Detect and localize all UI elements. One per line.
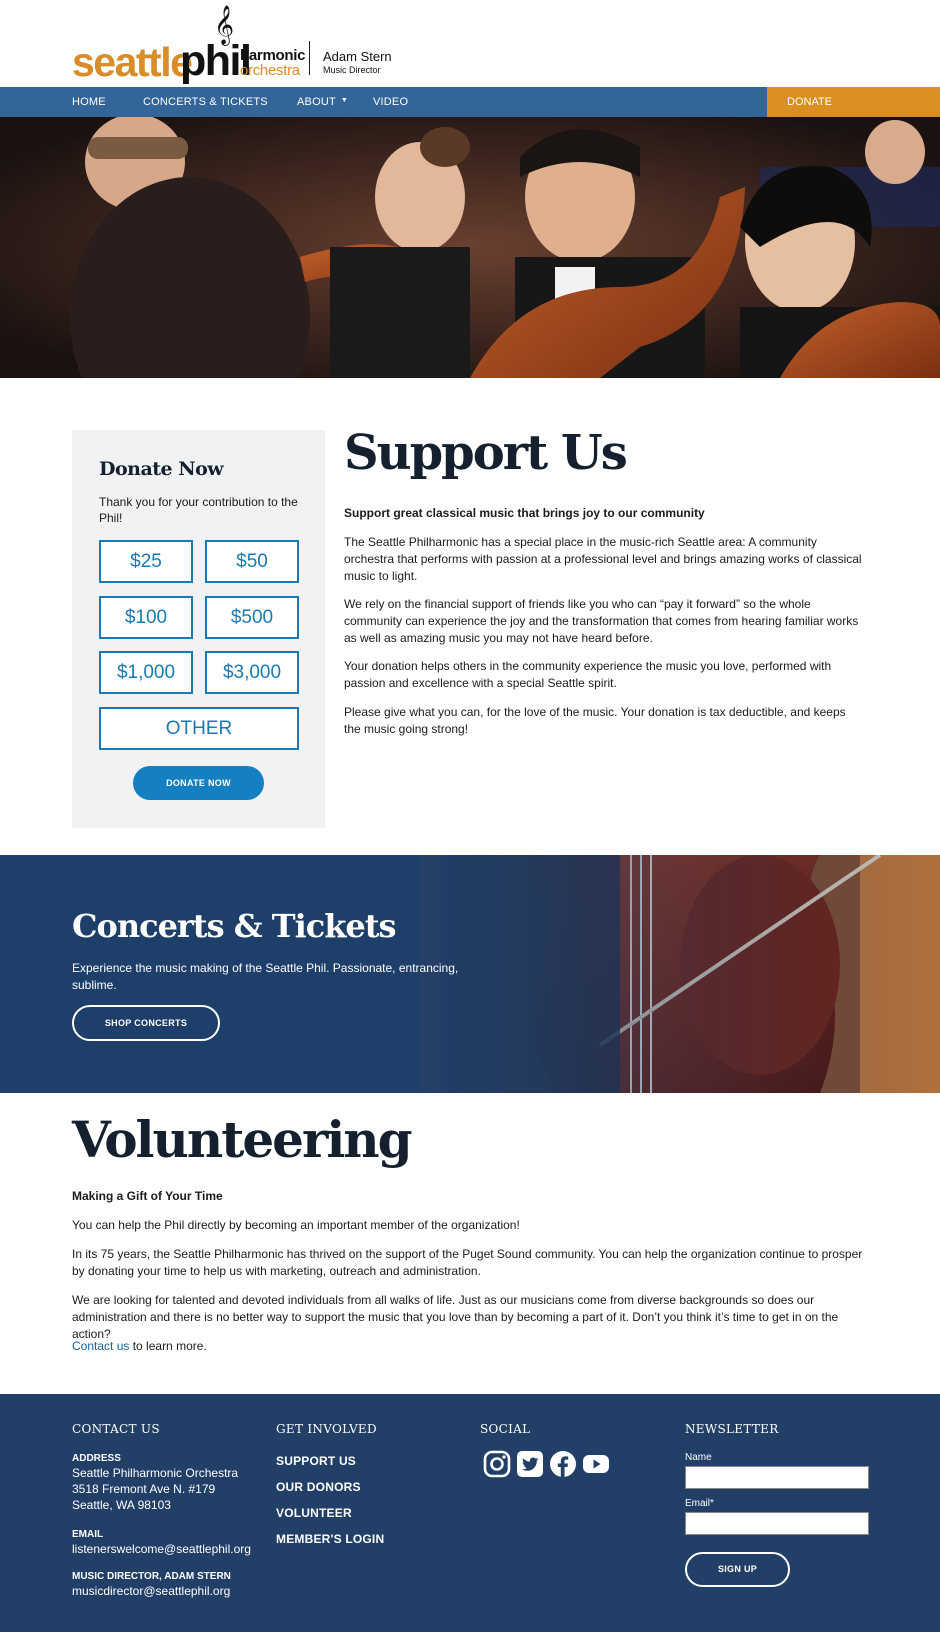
footer-link-members-login[interactable]: MEMBER'S LOGIN <box>276 1532 385 1546</box>
support-paragraph: The Seattle Philharmonic has a special place in the music-rich Seattle area: A community orchestra that performs with passion at a professional level and brings amazing works of classical music to light. <box>344 535 862 583</box>
nav-label: ABOUT <box>297 96 336 108</box>
amount-button-1000[interactable]: $1,000 <box>99 651 193 694</box>
main-nav <box>0 87 940 117</box>
concerts-title: Concerts & Tickets <box>72 907 396 945</box>
youtube-icon[interactable] <box>582 1450 610 1478</box>
nav-donate-button[interactable]: DONATE <box>767 87 940 117</box>
orchestra-photo-illustration <box>0 117 940 378</box>
footer-newsletter-heading: NEWSLETTER <box>685 1422 779 1436</box>
address-label: ADDRESS <box>72 1453 121 1464</box>
footer-contact-heading: CONTACT US <box>72 1422 160 1436</box>
twitter-icon[interactable] <box>516 1450 544 1478</box>
address-line: Seattle Philharmonic Orchestra <box>72 1466 239 1480</box>
amount-button-25[interactable]: $25 <box>99 540 193 583</box>
music-director-label: MUSIC DIRECTOR, ADAM STERN <box>72 1571 231 1582</box>
donate-title: Donate Now <box>99 458 224 480</box>
nav-label: HOME <box>72 96 106 108</box>
site-header <box>0 0 940 87</box>
address-line: 3518 Fremont Ave N. #179 <box>72 1482 216 1496</box>
facebook-icon[interactable] <box>549 1450 577 1478</box>
logo-harmonic-text: harmonic <box>240 47 306 64</box>
support-title: Support Us <box>344 425 626 481</box>
newsletter-signup-button[interactable]: SIGN UP <box>685 1552 790 1587</box>
address-line: Seattle, WA 98103 <box>72 1498 171 1512</box>
instagram-icon[interactable] <box>483 1450 511 1478</box>
logo-orchestra-text: orchestra <box>240 62 300 79</box>
volunteering-title: Volunteering <box>72 1110 411 1169</box>
site-footer <box>0 1394 940 1632</box>
nav-item-home[interactable] <box>72 87 106 117</box>
header-divider <box>309 41 310 75</box>
newsletter-email-input[interactable] <box>685 1512 869 1535</box>
support-paragraph: Please give what you can, for the love of the music. Your donation is tax deductible, and keeps the music going strong! <box>344 705 846 736</box>
footer-link-volunteer[interactable]: VOLUNTEER <box>276 1506 352 1520</box>
volunteering-lead-text: Making a Gift of Your Time <box>72 1189 223 1203</box>
support-paragraph: Your donation helps others in the community experience the music you love, performed with passion and excellence with a special Seattle spirit. <box>344 659 832 690</box>
volunteering-paragraph: In its 75 years, the Seattle Philharmonic has thrived on the support of the Puget Sound community. You can help the organization continue to prosper by donating your time to help us with marketing, outreach and administration. <box>72 1247 863 1278</box>
support-lead <box>344 505 864 522</box>
caret-down-icon: ▼ <box>340 97 349 104</box>
amount-button-500[interactable]: $500 <box>205 596 299 639</box>
director-title: Music Director <box>323 65 381 75</box>
email-label: EMAIL <box>72 1529 104 1540</box>
amount-button-other[interactable]: OTHER <box>99 707 299 750</box>
newsletter-name-label: Name <box>685 1452 712 1463</box>
volunteering-paragraph: We are looking for talented and devoted individuals from all walks of life. Just as our musicians come from diverse backgrounds so does our administration and there is no better way to support the music that you love than by becoming a part of it. Don’t you think it’s time to get in on the action? <box>72 1293 839 1341</box>
footer-social-heading: SOCIAL <box>480 1422 531 1436</box>
nav-item-concerts[interactable] <box>143 87 268 117</box>
hero-orchestra-photo <box>0 117 940 378</box>
nav-label: VIDEO <box>373 96 409 108</box>
newsletter-name-input[interactable] <box>685 1466 869 1489</box>
site-logo[interactable] <box>72 5 306 85</box>
director-email-link[interactable]: musicdirector@seattlephil.org <box>72 1584 231 1598</box>
amount-button-3000[interactable]: $3,000 <box>205 651 299 694</box>
director-name: Adam Stern <box>323 49 392 64</box>
support-paragraph: We rely on the financial support of friends like you who can “pay it forward” so the whole community can experience the joy and the transformation that comes from hearing familiar works as well as amazing music you may not have heard before. <box>344 597 859 645</box>
footer-link-our-donors[interactable]: OUR DONORS <box>276 1480 361 1494</box>
support-lead-text: Support great classical music that brings joy to our community <box>344 506 705 520</box>
contact-email-link[interactable]: listenerswelcome@seattlephil.org <box>72 1542 251 1556</box>
footer-link-support-us[interactable]: SUPPORT US <box>276 1454 357 1468</box>
volunteering-paragraph: You can help the Phil directly by becoming an important member of the organization! <box>72 1218 520 1232</box>
volunteering-lead <box>72 1188 872 1205</box>
volunteering-contact-line <box>72 1338 872 1355</box>
concerts-banner <box>0 855 940 1093</box>
newsletter-email-label: Email* <box>685 1498 714 1509</box>
donate-now-button[interactable]: DONATE NOW <box>133 766 264 800</box>
logo-seattle-text: seattle <box>72 39 192 85</box>
donate-subtitle: Thank you for your contribution to the Phil! <box>99 495 298 525</box>
donate-box <box>72 430 325 828</box>
contact-line-text: to learn more. <box>129 1339 207 1353</box>
contact-us-link[interactable]: Contact us <box>72 1339 130 1353</box>
nav-label: CONCERTS & TICKETS <box>143 96 268 108</box>
concerts-subtitle: Experience the music making of the Seattle Phil. Passionate, entrancing, sublime. <box>72 961 459 992</box>
treble-clef-icon: 𝄞 <box>214 5 235 45</box>
amount-button-50[interactable]: $50 <box>205 540 299 583</box>
shop-concerts-button[interactable]: SHOP CONCERTS <box>72 1005 220 1041</box>
footer-get-involved-heading: GET INVOLVED <box>276 1422 377 1436</box>
nav-item-about[interactable] <box>297 87 348 117</box>
logo-phil-text: phil <box>180 37 251 85</box>
nav-item-video[interactable] <box>373 87 408 117</box>
amount-button-100[interactable]: $100 <box>99 596 193 639</box>
